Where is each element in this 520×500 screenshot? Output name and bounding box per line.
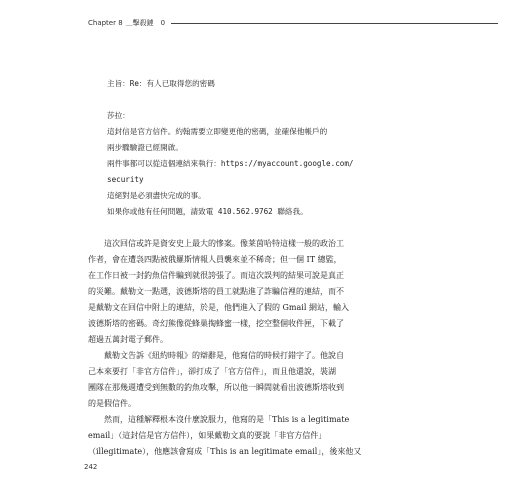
header-rule: [171, 23, 498, 24]
body-line: 波德斯塔的密碼。奇幻熊像從蜂巢掏蜂蜜一樣，挖空整個收件匣，下載了: [88, 319, 344, 328]
email-line: 這絕對是必須盡快完成的事。: [107, 191, 206, 200]
running-header: [88, 17, 498, 29]
page-number: 242: [84, 463, 98, 471]
chapter-label: Chapter 8: [88, 19, 123, 27]
email-spacer: [107, 92, 407, 108]
quoted-email: [107, 76, 407, 220]
chapter-title: ＿擊殺鏈 0: [125, 19, 166, 27]
body-line: 是戴勒文在回信中附上的連結，於是，他們進入了假的 Gmail 網站，輸入: [88, 303, 349, 312]
body-line: 團隊在那幾週遭受到無數的釣魚攻擊，所以他一瞬間就看出波德斯塔收到: [88, 383, 344, 392]
email-line: 如果你或他有任何問題，請致電 410.562.9762 聯絡我。: [107, 207, 308, 216]
body-line: 的是假信件。: [88, 399, 136, 408]
email-greeting: 莎拉：: [107, 111, 130, 120]
body-line: 在工作日被一封釣魚信件騙到就很誇張了。而這次誤判的結果可說是真正: [88, 271, 344, 280]
email-line: 兩件事都可以從這個連結來執行：https://myaccount.google.com/: [107, 159, 354, 168]
body-line: 戴勒文告訴《紐約時報》的辯辭是，他寫信的時候打錯字了。他說自: [104, 351, 344, 360]
email-line: 兩步驟驗證已經開啟。: [107, 143, 183, 152]
email-line: 這封信是官方信件。約翰需要立即變更他的密碼，並確保他帳戶的: [107, 127, 328, 136]
body-line: 的災難。戴勒文一點選，波德斯塔的員工就點進了詐騙信裡的連結，而不: [88, 287, 344, 296]
body-line: 作者，會在遭袅四點被俄羅斯情報人員襲來並不稀奇；但一個 IT 總監，: [88, 255, 342, 264]
body-line: 超過五萬封電子郵件。: [88, 335, 168, 344]
body-line: 然而，這種解釋根本沒什麼說服力，他寫的是「This is a legitimate: [104, 415, 350, 424]
body-line: （illegitimate），他應該會寫成「This is an legitimate email」，後來他又: [88, 447, 362, 456]
email-subject: 主旨：Re：有人已取得您的密碼: [107, 79, 215, 88]
body-line: 這次回信或許是資安史上最大的慘案。像莱茵哈特這樣一般的政治工: [104, 239, 344, 248]
body-line: email」（這封信是官方信件），如果戴勒文真的要說「非官方信件」: [88, 431, 327, 440]
email-line: security: [107, 175, 144, 184]
body-line: 己本來要打「非官方信件」，卻打成了「官方信件」，而且他還說，裝湖: [88, 367, 336, 376]
body-text: [88, 236, 440, 460]
